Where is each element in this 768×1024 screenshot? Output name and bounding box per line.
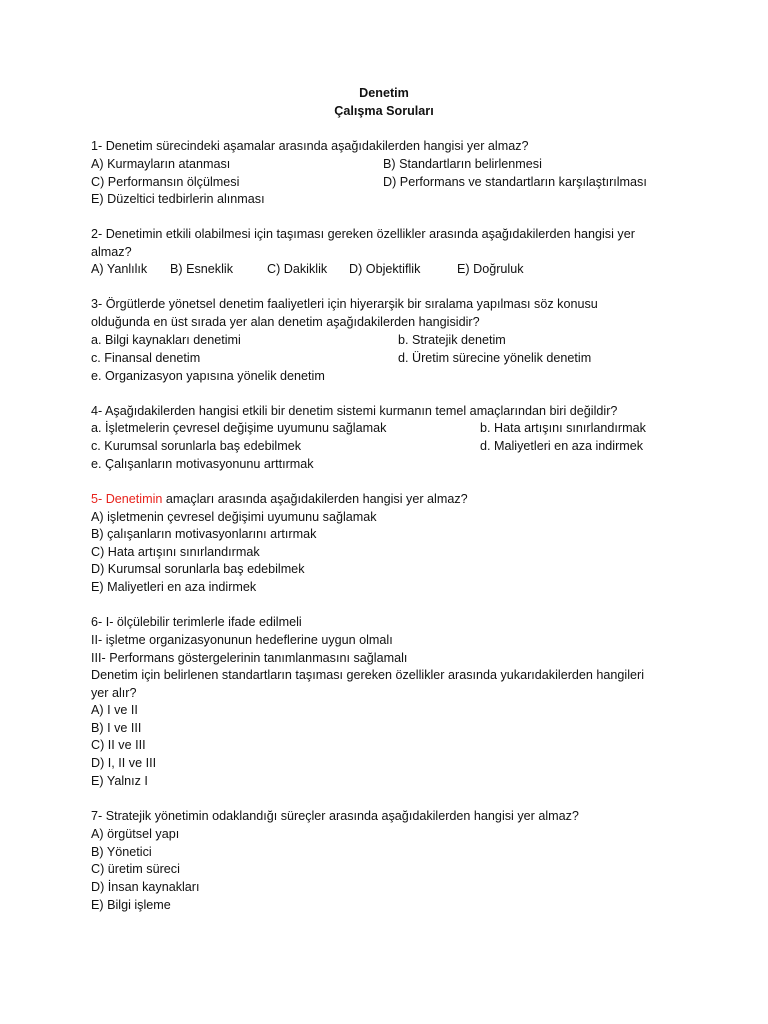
q2-stem-line1: 2- Denetimin etkili olabilmesi için taşıması gereken özellikler arasında aşağıdakilerden hangisi yer bbox=[91, 227, 635, 241]
q3-option-d: d. Üretim sürecine yönelik denetim bbox=[398, 351, 592, 365]
q2-option-e: E) Doğruluk bbox=[457, 262, 524, 276]
q6-option-e: E) Yalnız I bbox=[91, 774, 148, 788]
q6-stem-line2: yer alır? bbox=[91, 686, 137, 700]
q6-option-c: C) II ve III bbox=[91, 738, 146, 752]
q6-option-d: D) I, II ve III bbox=[91, 756, 157, 770]
q2-option-b: B) Esneklik bbox=[170, 262, 233, 276]
q2-option-a: A) Yanlılık bbox=[91, 262, 148, 276]
q4-stem: 4- Aşağıdakilerden hangisi etkili bir denetim sistemi kurmanın temel amaçlarından biri değildir? bbox=[91, 404, 618, 418]
q5-stem-highlight: 5- Denetimin bbox=[91, 492, 163, 506]
q1-stem: 1- Denetim sürecindeki aşamalar arasında aşağıdakilerden hangisi yer almaz? bbox=[91, 139, 529, 153]
q4-option-d: d. Maliyetleri en aza indirmek bbox=[480, 439, 644, 453]
q5-stem bbox=[91, 490, 468, 508]
q3-option-c: c. Finansal denetim bbox=[91, 351, 201, 365]
q2-option-d: D) Objektiflik bbox=[349, 262, 421, 276]
q5-option-c: C) Hata artışını sınırlandırmak bbox=[91, 545, 260, 559]
q1-option-d: D) Performans ve standartların karşılaştırılması bbox=[383, 175, 647, 189]
q5-option-e: E) Maliyetleri en aza indirmek bbox=[91, 580, 257, 594]
q6-statement-iii: III- Performans göstergelerinin tanımlanmasını sağlamalı bbox=[91, 651, 408, 665]
q3-stem-line2: olduğunda en üst sırada yer alan denetim aşağıdakilerden hangisidir? bbox=[91, 315, 480, 329]
q6-statement-i: 6- I- ölçülebilir terimlerle ifade edilmeli bbox=[91, 615, 302, 629]
q7-option-a: A) örgütsel yapı bbox=[91, 827, 180, 841]
q4-option-a: a. İşletmelerin çevresel değişime uyumunu sağlamak bbox=[91, 421, 387, 435]
q7-option-d: D) İnsan kaynakları bbox=[91, 880, 200, 894]
q3-option-a: a. Bilgi kaynakları denetimi bbox=[91, 333, 241, 347]
q7-option-e: E) Bilgi işleme bbox=[91, 898, 171, 912]
title-block bbox=[0, 84, 768, 120]
q6-stem-line1: Denetim için belirlenen standartların taşıması gereken özellikler arasında yukarıdakilerden hangileri bbox=[91, 668, 645, 682]
q3-option-b: b. Stratejik denetim bbox=[398, 333, 506, 347]
q5-option-d: D) Kurumsal sorunlarla baş edebilmek bbox=[91, 562, 305, 576]
q4-option-e: e. Çalışanların motivasyonunu arttırmak bbox=[91, 457, 314, 471]
q3-stem-line1: 3- Örgütlerde yönetsel denetim faaliyetleri için hiyerarşik bir sıralama yapılması söz konusu bbox=[91, 297, 598, 311]
q4-option-c: c. Kurumsal sorunlarla baş edebilmek bbox=[91, 439, 301, 453]
page-title: Denetim bbox=[359, 86, 409, 100]
q6-option-b: B) I ve III bbox=[91, 721, 142, 735]
q2-option-c: C) Dakiklik bbox=[267, 262, 328, 276]
q1-option-a: A) Kurmayların atanması bbox=[91, 157, 231, 171]
q1-option-b: B) Standartların belirlenmesi bbox=[383, 157, 542, 171]
page-subtitle: Çalışma Soruları bbox=[334, 104, 434, 118]
q7-option-b: B) Yönetici bbox=[91, 845, 152, 859]
q6-option-a: A) I ve II bbox=[91, 703, 138, 717]
q2-stem-line2: almaz? bbox=[91, 245, 132, 259]
q6-statement-ii: II- işletme organizasyonunun hedeflerine uygun olmalı bbox=[91, 633, 393, 647]
q4-option-b: b. Hata artışını sınırlandırmak bbox=[480, 421, 646, 435]
q5-option-b: B) çalışanların motivasyonlarını artırmak bbox=[91, 527, 317, 541]
q7-option-c: C) üretim süreci bbox=[91, 862, 180, 876]
q7-stem: 7- Stratejik yönetimin odaklandığı süreçler arasında aşağıdakilerden hangisi yer almaz? bbox=[91, 809, 579, 823]
q1-option-e: E) Düzeltici tedbirlerin alınması bbox=[91, 192, 265, 206]
q5-option-a: A) işletmenin çevresel değişimi uyumunu sağlamak bbox=[91, 510, 377, 524]
q3-option-e: e. Organizasyon yapısına yönelik denetim bbox=[91, 369, 325, 383]
q1-option-c: C) Performansın ölçülmesi bbox=[91, 175, 240, 189]
q5-stem-rest: amaçları arasında aşağıdakilerden hangisi yer almaz? bbox=[162, 492, 468, 506]
